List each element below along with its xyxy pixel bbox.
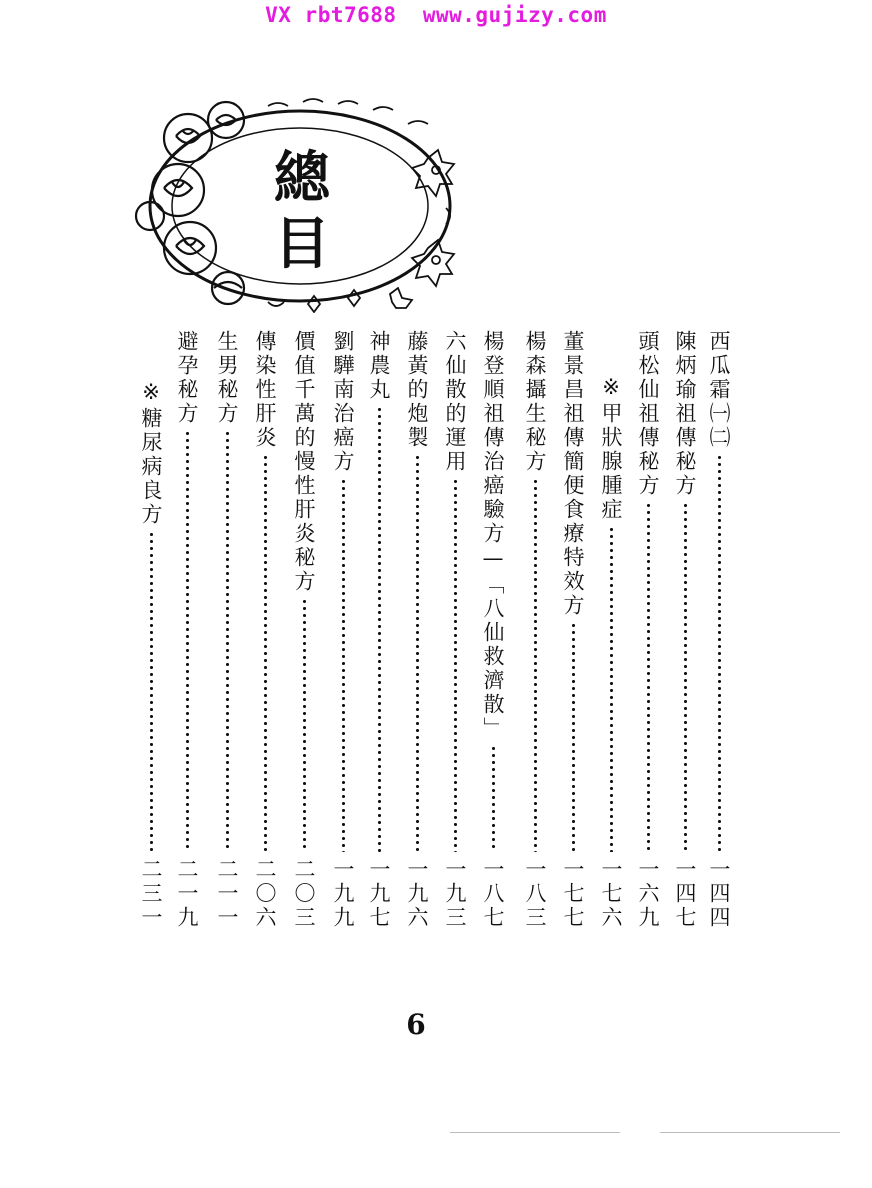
- toc-entry: [250, 330, 280, 930]
- toc-entry: [704, 330, 734, 930]
- toc-entry-title: 生男秘方: [215, 330, 239, 426]
- toc-entry: [364, 330, 394, 930]
- toc-leader-dots: [454, 478, 457, 852]
- toc-entry: [670, 330, 700, 930]
- toc-entry: [328, 330, 358, 930]
- scan-artifact-line: [660, 1132, 840, 1133]
- toc-entry-title: ※甲狀腺腫症: [599, 375, 623, 522]
- scan-artifact-line: [450, 1132, 620, 1133]
- toc-entry: [596, 375, 626, 930]
- toc-entry-title: 劉驊南治癌方: [331, 330, 355, 474]
- toc-leader-dots: [150, 531, 153, 852]
- toc-entry: [440, 330, 470, 930]
- toc-entry-page: 一九九: [331, 858, 355, 930]
- toc-entry-title: 價值千萬的慢性肝炎秘方: [292, 330, 316, 594]
- toc-leader-dots: [534, 478, 537, 852]
- toc-entry-page: 一八三: [523, 858, 547, 930]
- toc-entry: [136, 380, 166, 930]
- toc-entry-page: 二三一: [139, 858, 163, 930]
- toc-entry: [289, 330, 319, 930]
- toc-entry-title: 頭松仙祖傳秘方: [636, 330, 660, 498]
- toc-entry-page: 二一一: [215, 858, 239, 930]
- toc-entry-title: 西瓜霜㈠㈡: [707, 330, 731, 450]
- toc-entry-page: 一六九: [636, 858, 660, 930]
- toc-entry-page: 一七六: [599, 858, 623, 930]
- toc-entry-page: 二一九: [175, 858, 199, 930]
- toc-leader-dots: [303, 598, 306, 852]
- title-char-2: 目: [274, 211, 330, 277]
- toc-leader-dots: [610, 526, 613, 852]
- toc-leader-dots: [647, 502, 650, 852]
- toc-leader-dots: [226, 430, 229, 852]
- toc-entry: [633, 330, 663, 930]
- toc-entry-page: 二〇六: [253, 858, 277, 930]
- toc-entry-title: 陳炳瑜祖傳秘方: [673, 330, 697, 498]
- toc-leader-dots: [684, 502, 687, 852]
- toc-entry-page: 一九七: [367, 858, 391, 930]
- toc-entry-title: 神農丸: [367, 330, 391, 402]
- toc-leader-dots: [342, 478, 345, 852]
- toc-entry-title: 楊登順祖傳治癌驗方—「八仙救濟散」: [481, 330, 505, 741]
- toc-leader-dots: [264, 454, 267, 852]
- title-char-1: 總: [274, 145, 330, 211]
- toc-entry-page: 一九三: [443, 858, 467, 930]
- toc-entry: [172, 330, 202, 930]
- toc-entry-title: 六仙散的運用: [443, 330, 467, 474]
- watermark-text: VX rbt7688 www.gujizy.com: [265, 3, 607, 27]
- toc-entry-page: 二〇三: [292, 858, 316, 930]
- toc-entry-page: 一四七: [673, 858, 697, 930]
- toc-entry-title: ※糖尿病良方: [139, 380, 163, 527]
- toc-leader-dots: [416, 454, 419, 852]
- toc-leader-dots: [492, 745, 495, 852]
- toc-entry-page: 一四四: [707, 858, 731, 930]
- toc-entry: [212, 330, 242, 930]
- toc-entry: [558, 330, 588, 930]
- toc-entry-page: 一八七: [481, 858, 505, 930]
- toc-entry: [520, 330, 550, 930]
- toc-entry-title: 傳染性肝炎: [253, 330, 277, 450]
- page-number: 6: [406, 1008, 426, 1041]
- toc-entry-page: 一七七: [561, 858, 585, 930]
- toc-entry: [478, 330, 508, 930]
- toc-entry-title: 避孕秘方: [175, 330, 199, 426]
- toc-entry-title: 董景昌祖傳簡便食療特效方: [561, 330, 585, 618]
- toc-leader-dots: [572, 622, 575, 852]
- toc-entry: [402, 330, 432, 930]
- toc-leader-dots: [718, 454, 721, 852]
- toc-leader-dots: [378, 406, 381, 852]
- toc-entry-title: 藤黃的炮製: [405, 330, 429, 450]
- toc-leader-dots: [186, 430, 189, 852]
- page-title: [262, 145, 342, 277]
- toc-entry-page: 一九六: [405, 858, 429, 930]
- toc-entry-title: 楊森攝生秘方: [523, 330, 547, 474]
